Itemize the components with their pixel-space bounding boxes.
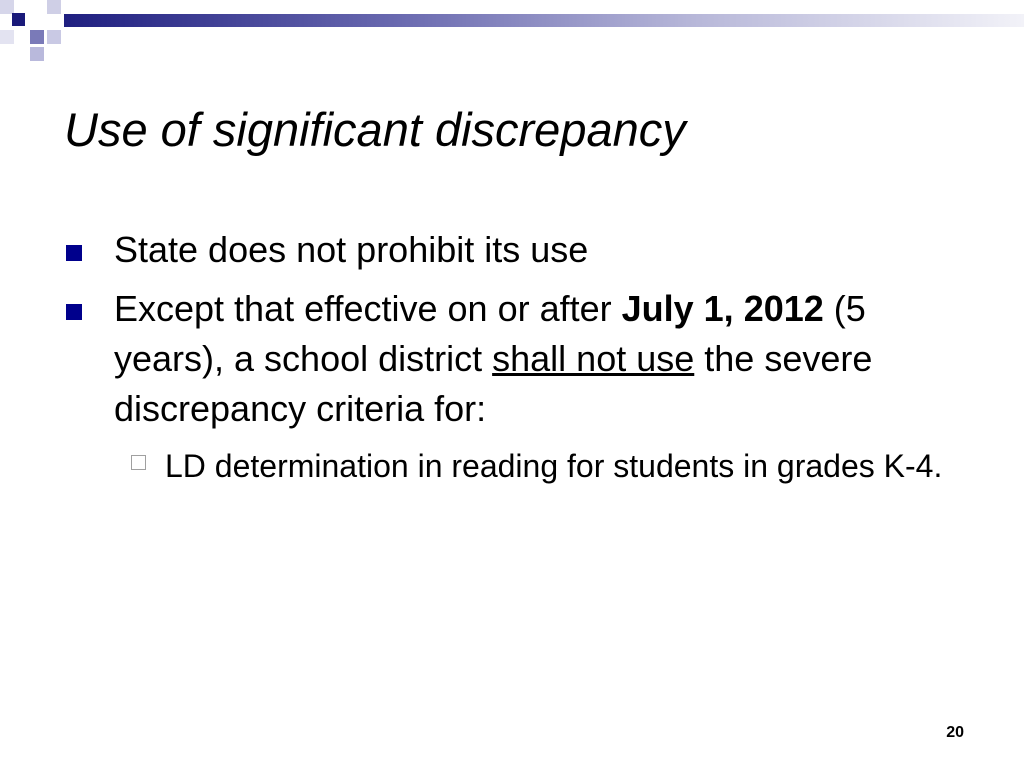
page-number: 20: [946, 724, 964, 741]
bullet-text-segment: (5 years), a school district: [114, 288, 866, 379]
bullet-text-segment: the severe discrepancy criteria for:: [114, 338, 873, 429]
header-square-decoration: [47, 0, 61, 14]
header-gradient-bar: [64, 14, 1024, 27]
bullet-item: [64, 284, 944, 434]
slide-title: Use of significant discrepancy: [64, 103, 686, 156]
bullet-text: State does not prohibit its use: [114, 229, 589, 270]
hollow-square-bullet-icon: [131, 455, 146, 470]
sub-bullet-item: [129, 445, 949, 487]
sub-bullet-text: LD determination in reading for students in grades K-4.: [165, 448, 943, 484]
header-square-decoration: [30, 30, 44, 44]
header-square-decoration: [30, 47, 44, 61]
square-bullet-icon: [66, 245, 82, 261]
bullet-text-segment: Except that effective on or after: [114, 288, 622, 329]
header-square-decoration: [0, 0, 14, 14]
square-bullet-icon: [66, 304, 82, 320]
header-square-decoration: [47, 30, 61, 44]
header-square-decoration: [0, 30, 14, 44]
bullet-text: [114, 284, 944, 434]
bullet-item: [64, 225, 944, 275]
bullet-date-emphasis: July 1, 2012: [621, 288, 824, 329]
bullet-underline-emphasis: shall not use: [492, 338, 695, 379]
header-square-decoration: [12, 13, 25, 26]
